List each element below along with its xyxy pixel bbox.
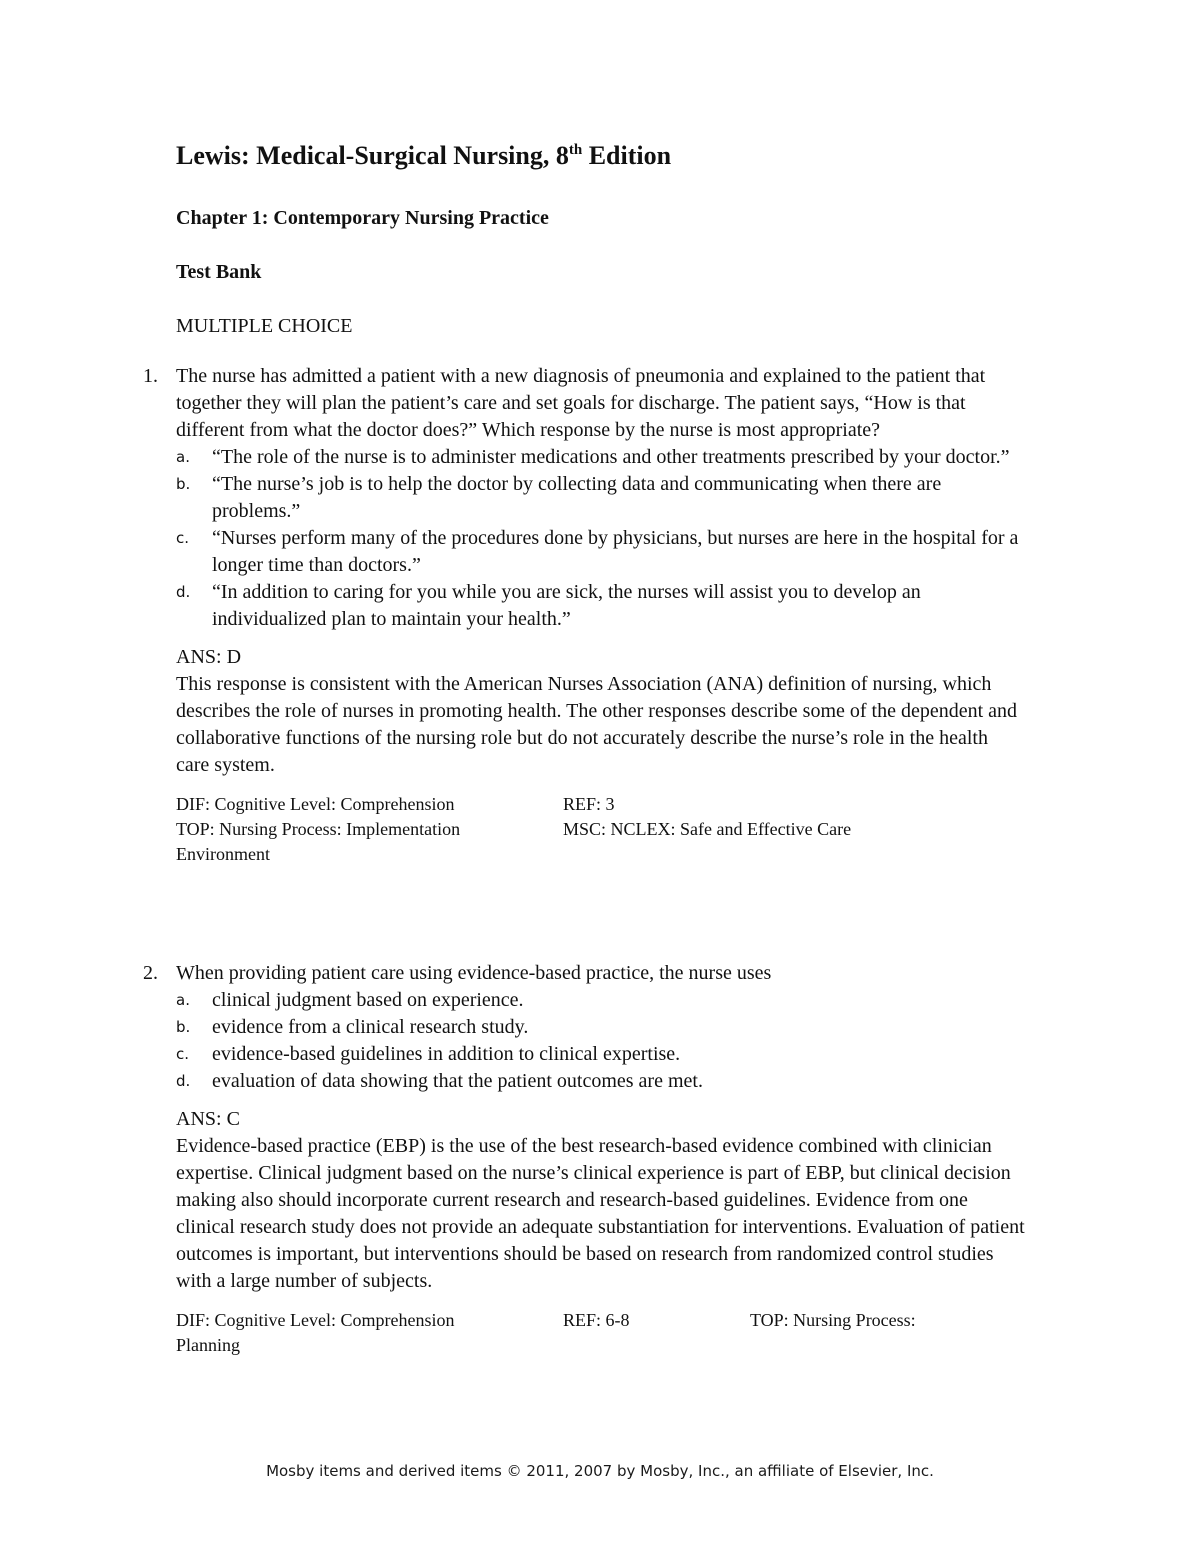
topic-field-continued: Planning	[176, 1335, 241, 1355]
option-label: d.	[176, 583, 191, 601]
difficulty-field: DIF: Cognitive Level: Comprehension	[176, 794, 455, 814]
option-label: c.	[176, 529, 190, 547]
msc-field: MSC: NCLEX: Safe and Effective Care	[563, 819, 852, 839]
option-text: evaluation of data showing that the patient outcomes are met.	[212, 1070, 703, 1092]
option-a	[176, 444, 1026, 471]
option-text: evidence from a clinical research study.	[212, 1016, 529, 1038]
option-text: “In addition to caring for you while you are sick, the nurses will assist you to develop an individualized plan to maintain your health.”	[212, 581, 921, 630]
test-bank-heading: Test Bank	[176, 261, 262, 283]
chapter-heading: Chapter 1: Contemporary Nursing Practice	[176, 207, 549, 229]
copyright-footer: Mosby items and derived items © 2011, 2007 by Mosby, Inc., an affiliate of Elsevier, Inc.	[266, 1462, 934, 1480]
answer-key: ANS: C	[176, 1108, 240, 1130]
section-heading: MULTIPLE CHOICE	[176, 315, 353, 337]
title-end: Edition	[582, 141, 672, 170]
topic-field: TOP: Nursing Process:	[750, 1310, 916, 1330]
option-c	[176, 1041, 1026, 1068]
option-d	[176, 579, 1026, 633]
title-main: Lewis: Medical-Surgical Nursing, 8	[176, 141, 569, 170]
option-text: “The nurse’s job is to help the doctor by collecting data and communicating when there are problems.”	[212, 473, 942, 522]
option-label: d.	[176, 1072, 191, 1090]
question-metadata	[176, 1308, 1026, 1358]
option-label: a.	[176, 991, 190, 1009]
option-c	[176, 525, 1026, 579]
option-a	[176, 987, 1026, 1014]
question-number: 2.	[143, 962, 158, 984]
question-2	[143, 960, 1026, 1358]
title-superscript: th	[568, 142, 583, 158]
option-label: a.	[176, 448, 190, 466]
answer-key: ANS: D	[176, 646, 242, 668]
question-1	[143, 363, 1026, 867]
reference-field: REF: 3	[563, 794, 615, 814]
question-metadata	[176, 792, 1026, 867]
topic-field: TOP: Nursing Process: Implementation	[176, 819, 461, 839]
difficulty-field: DIF: Cognitive Level: Comprehension	[176, 1310, 455, 1330]
option-text: “The role of the nurse is to administer medications and other treatments prescribed by your doctor.”	[212, 446, 1010, 468]
option-text: “Nurses perform many of the procedures done by physicians, but nurses are here in the hospital for a longer time than doctors.”	[212, 527, 1019, 576]
option-list	[176, 987, 1026, 1095]
option-label: b.	[176, 1018, 191, 1036]
option-text: evidence-based guidelines in addition to clinical expertise.	[212, 1043, 681, 1065]
reference-field: REF: 6-8	[563, 1310, 630, 1330]
option-d	[176, 1068, 1026, 1095]
question-stem: When providing patient care using evidence-based practice, the nurse uses	[176, 962, 772, 984]
option-b	[176, 471, 1026, 525]
option-label: b.	[176, 475, 191, 493]
option-list	[176, 444, 1026, 633]
msc-field-continued: Environment	[176, 844, 270, 864]
question-number: 1.	[143, 365, 158, 387]
option-b	[176, 1014, 1026, 1041]
question-stem: The nurse has admitted a patient with a new diagnosis of pneumonia and explained to the patient that together they will plan the patient’s care and set goals for discharge. The patient says, “How is that different from what the doctor does?” Which response by the nurse is most appropriate?	[176, 365, 986, 441]
option-text: clinical judgment based on experience.	[212, 989, 524, 1011]
rationale: This response is consistent with the American Nurses Association (ANA) definition of nursing, which describes the role of nurses in promoting health. The other responses describe some of the dependent and collaborative functions of the nursing role but do not accurately describe the nurse’s role in the health care system.	[176, 673, 1018, 776]
option-label: c.	[176, 1045, 190, 1063]
document-title	[176, 140, 671, 171]
rationale: Evidence-based practice (EBP) is the use of the best research-based evidence combined with clinician expertise. Clinical judgment based on the nurse’s clinical experience is part of EBP, but clinical decision making also should incorporate current research and research-based guidelines. Evidence from one clinical research study does not provide an adequate substantiation for interventions. Evaluation of patient outcomes is important, but interventions should be based on research from randomized control studies with a large number of subjects.	[176, 1135, 1025, 1292]
